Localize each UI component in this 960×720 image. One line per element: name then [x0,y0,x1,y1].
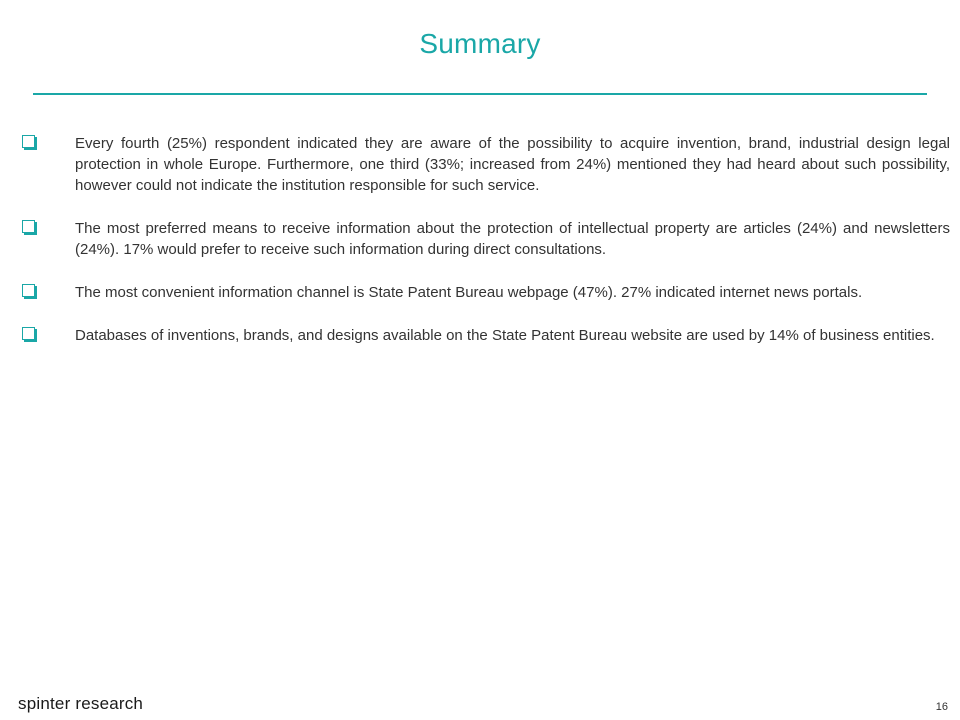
page-title: Summary [419,28,541,59]
checkbox-bullet-icon [22,135,35,148]
bullet-text: The most preferred means to receive information about the protection of intellectual property are articles (24%) and newsletters (24%). 17% would prefer to receive such information during direct consultations. [75,220,950,258]
checkbox-bullet-icon [22,284,35,297]
bullet-text: Databases of inventions, brands, and designs available on the State Patent Bureau website are used by 14% of business entities. [75,327,935,344]
list-item [22,282,950,303]
list-item [22,325,950,346]
summary-list [22,133,950,368]
list-item [22,218,950,260]
bullet-text: Every fourth (25%) respondent indicated they are aware of the possibility to acquire invention, brand, industrial design legal protection in whole Europe. Furthermore, one third (33%; increased from 24%) mentioned they had heard about such possibility, however could not indicate the institution responsible for such service. [75,135,950,194]
checkbox-bullet-icon [22,327,35,340]
checkbox-bullet-icon [22,220,35,233]
company-logo: spinter research [18,694,144,713]
list-item [22,133,950,196]
title-divider [33,93,927,95]
page-number: 16 [935,701,948,713]
bullet-text: The most convenient information channel is State Patent Bureau webpage (47%). 27% indicated internet news portals. [75,284,863,301]
